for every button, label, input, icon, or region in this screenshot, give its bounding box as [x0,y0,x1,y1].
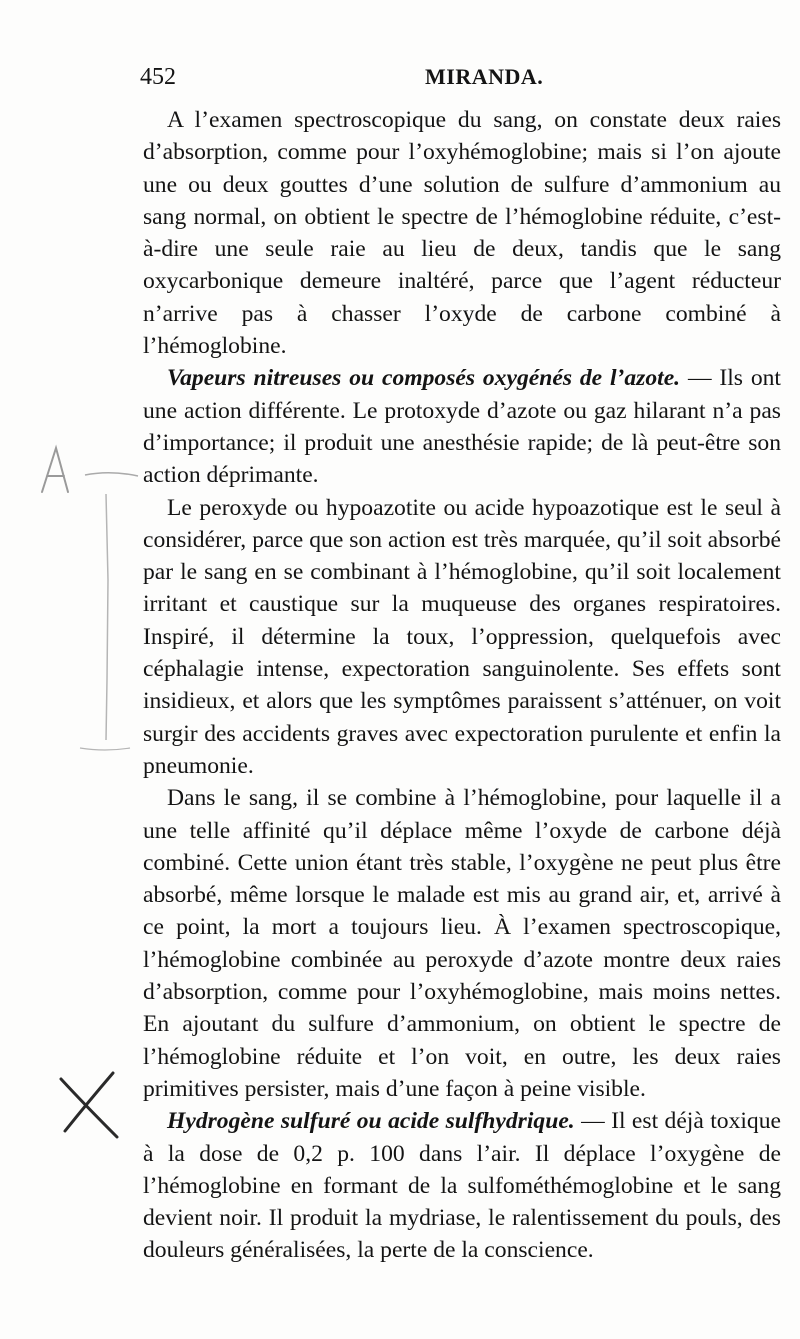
paragraph-5-text: — Il est déjà toxique à la dose de 0,2 p. 100 dans l’air. Il déplace l’oxygène de l’hémoglobine en formant de la sulfométhémoglobine et le sang devient noir. Il produit la mydriase, le ralentissement du pouls, des douleurs généralisées, la perte de la conscience. [143,1108,781,1264]
handwritten-margin-bracket [30,430,140,770]
section-title-hydrogene: Hydrogène sulfuré ou acide sulfhydrique. [167,1108,575,1135]
paragraph-4 [143,782,781,1105]
running-head: MIRANDA. [425,64,544,89]
section-title-nitreuses: Vapeurs nitreuses ou composés oxygénés de l’azote. [167,365,681,392]
paragraph-5 [143,1105,781,1266]
paragraph-4-text: Dans le sang, il se combine à l’hémoglobine, pour laquelle il a une telle affinité qu’il déplace même l’oxyde de carbone déjà combiné. Cette union étant très stable, l’oxygène ne peut plus être absorbé, même lorsque le malade est mis au grand air, et, arrivé à ce point, la mort a toujours lieu. À l’examen spectroscopique, l’hémoglobine combinée au peroxyde d’azote montre deux raies d’absorption, comme pour l’oxyhémoglobine, mais moins nettes. En ajoutant du sulfure d’ammonium, on obtient le spectre de l’hémoglobine réduite et l’on voit, en outre, les deux raies primitives persister, mais d’une façon à peine visible. [143,785,781,1102]
paragraph-2 [143,362,781,491]
paragraph-3 [143,492,781,783]
paragraph-3-text: Le peroxyde ou hypoazotite ou acide hypoazotique est le seul à considérer, parce que son action est très marquée, qu’il soit absorbé par le sang en se combinant à l’hémoglobine, qu’il soit localement irritant et caustique sur la muqueuse des organes respiratoires. Inspiré, il détermine la toux, l’oppression, quelquefois avec céphalagie intense, expectoration sanguinolente. Ses effets sont insidieux, et alors que les symptômes paraissent s’atténuer, on voit surgir des accidents graves avec expectoration purulente et enfin la pneumonie. [143,494,781,779]
paragraph-1-text: A l’examen spectroscopique du sang, on constate deux raies d’absorption, comme pour l’oxyhémoglobine; mais si l’on ajoute une ou deux gouttes d’une solution de sulfure d’ammonium au sang normal, on obtient le spectre de l’hémoglobine réduite, c’est-à-dire une seule raie au lieu de deux, tandis que le sang oxycarbonique demeure inaltéré, parce que l’agent réducteur n’arrive pas à chasser l’oxyde de carbone combiné à l’hémoglobine. [143,107,781,360]
page-number: 452 [140,64,176,90]
body-text [143,104,781,1267]
handwritten-margin-cross [55,1065,125,1145]
page-header [140,64,785,100]
paragraph-2-text: — Ils ont une action différente. Le protoxyde d’azote ou gaz hilarant n’a pas d’importance; il produit une anesthésie rapide; de là peut-être son action déprimante. [143,365,781,489]
paragraph-1 [143,104,781,362]
